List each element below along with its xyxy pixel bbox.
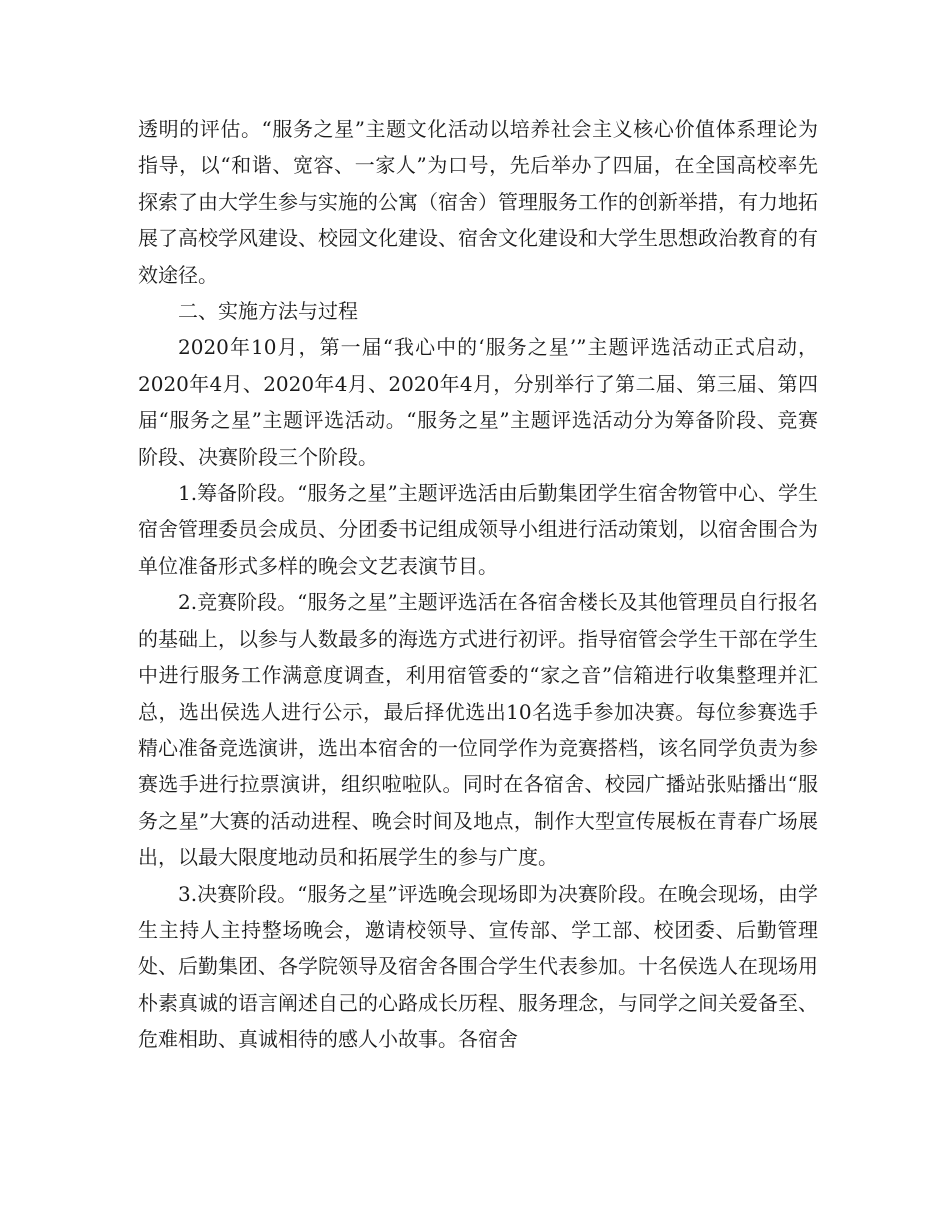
section-heading-implementation: 二、实施方法与过程 <box>178 299 358 324</box>
paragraph-competition-stage: 2.竞赛阶段。“服务之星”主题评选活在各宿舍楼长及其他管理员自行报名的基础上，以参与人数最多的海选方式进行初评。指导宿管会学生干部在学生中进行服务工作满意度调查，利用宿管委的“家之音”信箱进行收集整理并汇总，选出侯选人进行公示，最后择优选出10名选手参加决赛。每位参赛选手精心准备竞选演讲，选出本宿舍的一位同学作为竞赛搭档，该名同学负责为参赛选手进行拉票演讲，组织啦啦队。同时在各宿舍、校园广播站张贴播出“服务之星”大赛的活动进程、晚会时间及地点，制作大型宣传展板在青春广场展出，以最大限度地动员和拓展学生的参与广度。 <box>138 590 818 870</box>
paragraph-final-stage: 3.决赛阶段。“服务之星”评选晚会现场即为决赛阶段。在晚会现场，由学生主持人主持整场晚会，邀请校领导、宣传部、学工部、校团委、后勤管理处、后勤集团、各学院领导及宿舍各围合学生代表参加。十名侯选人在现场用朴素真诚的语言阐述自己的心路成长历程、服务理念，与同学之间关爱备至、危难相助、真诚相待的感人小故事。各宿舍 <box>138 881 818 1052</box>
document-body <box>138 111 818 1058</box>
paragraph-preparation-stage: 1.筹备阶段。“服务之星”主题评选活由后勤集团学生宿舍物管中心、学生宿舍管理委员会成员、分团委书记组成领导小组进行活动策划，以宿舍围合为单位准备形式多样的晚会文艺表演节目。 <box>138 481 818 578</box>
paragraph-intro-continuation: 透明的评估。“服务之星”主题文化活动以培养社会主义核心价值体系理论为指导，以“和谐、宽容、一家人”为口号，先后举办了四届，在全国高校率先探索了由大学生参与实施的公寓（宿舍）管理服务工作的创新举措，有力地拓展了高校学风建设、校园文化建设、宿舍文化建设和大学生思想政治教育的有效途径。 <box>138 117 818 287</box>
paragraph-timeline: 2020年10月，第一届“我心中的‘服务之星’”主题评选活动正式启动，2020年4月、2020年4月、2020年4月，分别举行了第二届、第三届、第四届“服务之星”主题评选活动。“服务之星”主题评选活动分为筹备阶段、竞赛阶段、决赛阶段三个阶段。 <box>138 335 818 469</box>
